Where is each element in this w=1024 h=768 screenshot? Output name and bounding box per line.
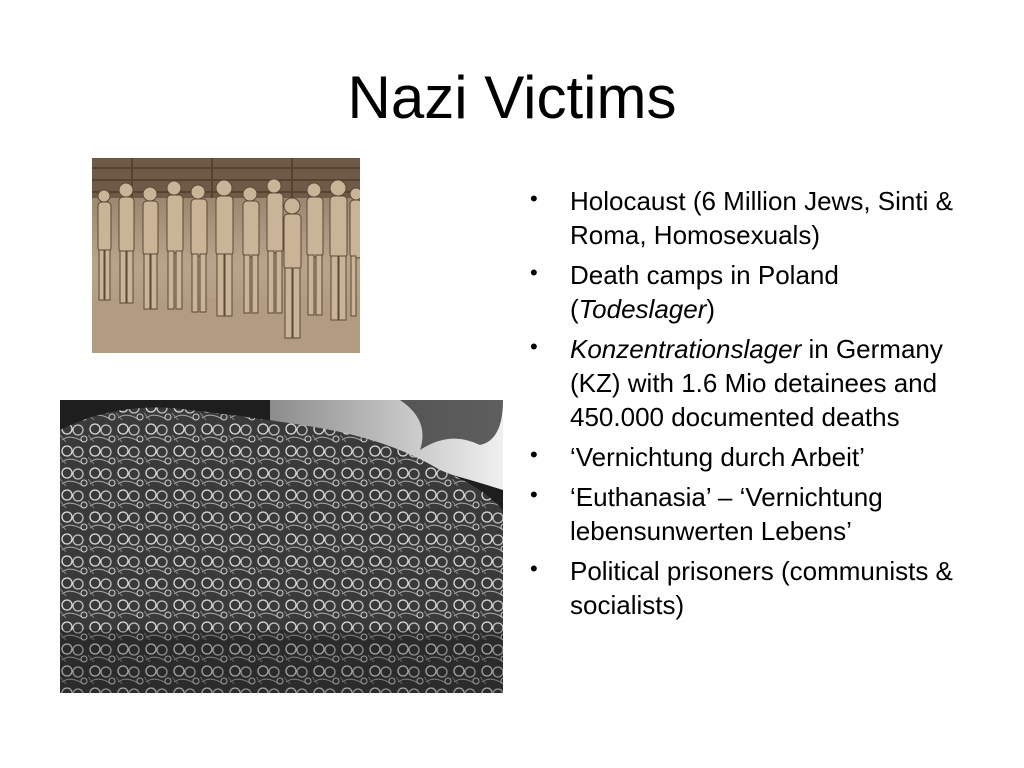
bullet-marker: •	[530, 482, 538, 507]
bullet-text: ‘Vernichtung durch Arbeit’	[570, 442, 865, 472]
prisoners-photo	[92, 158, 360, 353]
bullet-marker: •	[530, 442, 538, 467]
glasses-photo	[60, 400, 503, 693]
bullet-item	[530, 332, 980, 434]
bullet-item	[530, 554, 980, 622]
bullet-marker: •	[530, 334, 538, 359]
bullet-item	[530, 480, 980, 548]
bullet-term: Konzentrationslager	[570, 334, 802, 364]
bullet-text-post: )	[706, 294, 716, 324]
bullet-text-post: in Germany (KZ) with 1.6 Mio detainees and 450.000 documented deaths	[570, 334, 943, 432]
bullet-list	[530, 184, 980, 628]
bullet-text: Holocaust (6 Million Jews, Sinti & Roma, Homosexuals)	[570, 186, 953, 250]
bullet-marker: •	[530, 260, 538, 285]
bullet-term: Todeslager	[578, 294, 707, 324]
slide-title: Nazi Victims	[347, 64, 677, 131]
bullet-text-pre: Death camps in Poland (	[570, 260, 839, 324]
bullet-text: Political prisoners (communists & socialists)	[570, 556, 953, 620]
bullet-item	[530, 258, 980, 326]
bullet-text: ‘Euthanasia’ – ‘Vernichtung lebensunwerten Lebens’	[570, 482, 883, 546]
bullet-item	[530, 440, 980, 474]
bullet-marker: •	[530, 556, 538, 581]
bullet-item	[530, 184, 980, 252]
bullet-marker: •	[530, 186, 538, 211]
